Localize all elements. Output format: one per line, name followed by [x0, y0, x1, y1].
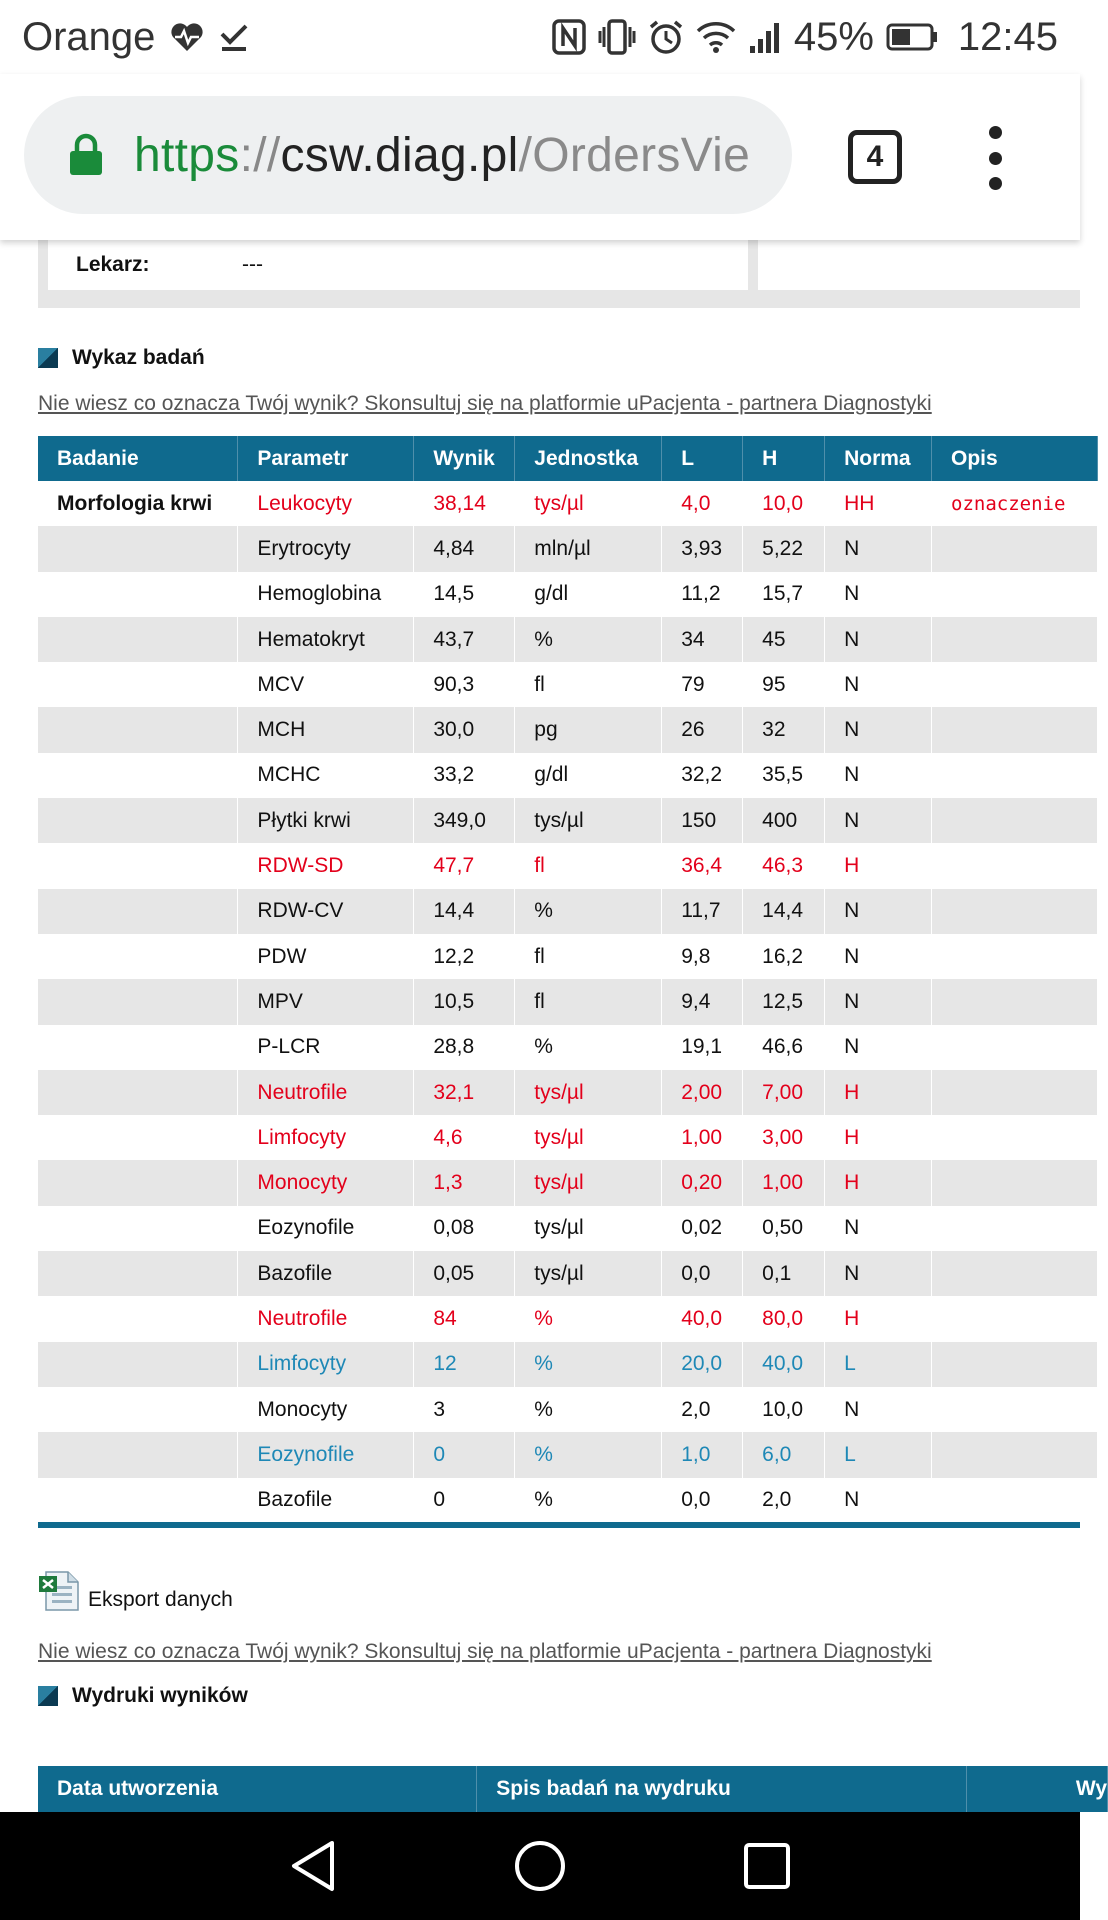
unit-cell: tys/µl	[515, 798, 662, 843]
norm-cell: N	[825, 1025, 932, 1070]
overflow-menu-icon[interactable]	[980, 126, 1010, 190]
status-bar	[0, 0, 1080, 74]
description-cell	[932, 843, 1098, 888]
unit-cell: tys/µl	[515, 481, 662, 526]
norm-cell: H	[825, 843, 932, 888]
result-row	[38, 889, 1098, 934]
result-row	[38, 753, 1098, 798]
parameter-cell: Monocyty	[238, 1160, 414, 1205]
result-cell: 1,3	[414, 1160, 515, 1205]
result-cell: 0	[414, 1478, 515, 1523]
result-row	[38, 707, 1098, 752]
low-limit-cell: 11,7	[662, 889, 743, 934]
high-limit-cell: 5,22	[743, 526, 825, 571]
description-cell	[932, 572, 1098, 617]
result-row	[38, 1251, 1098, 1296]
parameter-cell: P-LCR	[238, 1025, 414, 1070]
description-cell	[932, 934, 1098, 979]
norm-cell: N	[825, 662, 932, 707]
address-bar[interactable]	[24, 96, 792, 214]
unit-cell: %	[515, 1296, 662, 1341]
tab-switcher-button[interactable]: 4	[848, 130, 902, 184]
norm-cell: N	[825, 1387, 932, 1432]
parameter-cell: Hematokryt	[238, 617, 414, 662]
high-limit-cell: 0,50	[743, 1206, 825, 1251]
result-row	[38, 798, 1098, 843]
unit-cell: fl	[515, 979, 662, 1024]
description-cell	[932, 662, 1098, 707]
result-cell: 47,7	[414, 843, 515, 888]
high-limit-cell: 1,00	[743, 1160, 825, 1205]
lock-icon	[68, 133, 104, 177]
col-header-truncated: Wy	[967, 1766, 1108, 1812]
low-limit-cell: 0,0	[662, 1478, 743, 1523]
test-cell	[38, 662, 238, 707]
unit-cell: g/dl	[515, 753, 662, 798]
nfc-icon	[552, 19, 586, 55]
url-scheme: https	[134, 128, 240, 182]
high-limit-cell: 2,0	[743, 1478, 825, 1523]
wifi-icon	[696, 20, 736, 54]
norm-cell: H	[825, 1296, 932, 1341]
unit-cell: %	[515, 1025, 662, 1070]
test-cell	[38, 1296, 238, 1341]
parameter-cell: MCH	[238, 707, 414, 752]
result-cell: 3	[414, 1387, 515, 1432]
unit-cell: %	[515, 1478, 662, 1523]
alarm-icon	[648, 19, 684, 55]
norm-cell: L	[825, 1342, 932, 1387]
parameter-cell: Bazofile	[238, 1478, 414, 1523]
result-cell: 349,0	[414, 798, 515, 843]
battery-percent: 45%	[793, 14, 874, 59]
parameter-cell: MCV	[238, 662, 414, 707]
recents-icon[interactable]	[727, 1826, 807, 1906]
parameter-cell: Bazofile	[238, 1251, 414, 1296]
results-section-title	[38, 346, 205, 370]
result-row	[38, 662, 1098, 707]
norm-cell: N	[825, 934, 932, 979]
url-host: csw.diag.pl	[280, 128, 519, 182]
low-limit-cell: 0,0	[662, 1251, 743, 1296]
unit-cell: fl	[515, 843, 662, 888]
results-title-text: Wykaz badań	[72, 346, 205, 369]
result-row	[38, 979, 1098, 1024]
norm-cell: N	[825, 707, 932, 752]
description-cell	[932, 1432, 1098, 1477]
results-table	[38, 436, 1098, 1523]
parameter-cell: RDW-CV	[238, 889, 414, 934]
section-square-icon	[38, 348, 58, 368]
doctor-label: Lekarz:	[76, 253, 150, 276]
unit-cell: %	[515, 1432, 662, 1477]
result-row	[38, 1342, 1098, 1387]
unit-cell: %	[515, 617, 662, 662]
low-limit-cell: 9,8	[662, 934, 743, 979]
result-row	[38, 1206, 1098, 1251]
consult-link-bottom[interactable]: Nie wiesz co oznacza Twój wynik? Skonsultuj się na platformie uPacjenta - partnera Diagnostyki	[38, 1640, 932, 1663]
description-cell	[932, 753, 1098, 798]
order-info-panel	[38, 240, 1080, 308]
test-cell	[38, 1478, 238, 1523]
doctor-info	[48, 240, 748, 290]
result-cell: 0	[414, 1432, 515, 1477]
norm-cell: N	[825, 979, 932, 1024]
description-cell	[932, 617, 1098, 662]
test-cell	[38, 1070, 238, 1115]
result-row	[38, 1296, 1098, 1341]
prints-title-text: Wydruki wyników	[72, 1684, 248, 1707]
result-cell: 12,2	[414, 934, 515, 979]
low-limit-cell: 0,20	[662, 1160, 743, 1205]
description-cell	[932, 1387, 1098, 1432]
home-icon[interactable]	[500, 1826, 580, 1906]
result-cell: 90,3	[414, 662, 515, 707]
result-row	[38, 1432, 1098, 1477]
high-limit-cell: 40,0	[743, 1342, 825, 1387]
test-cell	[38, 934, 238, 979]
high-limit-cell: 3,00	[743, 1115, 825, 1160]
parameter-cell: Hemoglobina	[238, 572, 414, 617]
low-limit-cell: 4,0	[662, 481, 743, 526]
unit-cell: tys/µl	[515, 1115, 662, 1160]
low-limit-cell: 1,00	[662, 1115, 743, 1160]
col-header-high: H	[743, 436, 825, 481]
norm-cell: H	[825, 1070, 932, 1115]
result-cell: 33,2	[414, 753, 515, 798]
consult-link-top[interactable]: Nie wiesz co oznacza Twój wynik? Skonsultuj się na platformie uPacjenta - partnera Diagnostyki	[38, 392, 932, 415]
result-row	[38, 617, 1098, 662]
info-box-secondary	[758, 240, 1088, 290]
prints-table	[38, 1766, 1108, 1812]
high-limit-cell: 15,7	[743, 572, 825, 617]
description-cell	[932, 1342, 1098, 1387]
norm-cell: N	[825, 617, 932, 662]
test-cell	[38, 1387, 238, 1432]
test-cell	[38, 798, 238, 843]
browser-toolbar	[0, 74, 1080, 240]
description-cell	[932, 979, 1098, 1024]
low-limit-cell: 19,1	[662, 1025, 743, 1070]
result-cell: 32,1	[414, 1070, 515, 1115]
carrier-name: Orange	[22, 14, 156, 59]
parameter-cell: Neutrofile	[238, 1296, 414, 1341]
result-row	[38, 934, 1098, 979]
high-limit-cell: 14,4	[743, 889, 825, 934]
prints-section-title	[38, 1684, 248, 1708]
high-limit-cell: 16,2	[743, 934, 825, 979]
high-limit-cell: 32	[743, 707, 825, 752]
section-square-icon	[38, 1686, 58, 1706]
low-limit-cell: 11,2	[662, 572, 743, 617]
low-limit-cell: 3,93	[662, 526, 743, 571]
url-path: /OrdersVie	[518, 128, 751, 182]
result-row	[38, 526, 1098, 571]
result-row	[38, 1478, 1098, 1523]
result-row	[38, 481, 1098, 526]
result-row	[38, 1115, 1098, 1160]
low-limit-cell: 26	[662, 707, 743, 752]
description-cell	[932, 1115, 1098, 1160]
test-cell	[38, 843, 238, 888]
col-header-parameter: Parametr	[238, 436, 414, 481]
unit-cell: %	[515, 889, 662, 934]
unit-cell: %	[515, 1342, 662, 1387]
unit-cell: fl	[515, 662, 662, 707]
norm-cell: H	[825, 1115, 932, 1160]
high-limit-cell: 10,0	[743, 481, 825, 526]
low-limit-cell: 2,00	[662, 1070, 743, 1115]
test-cell	[38, 753, 238, 798]
result-cell: 84	[414, 1296, 515, 1341]
prints-header-row	[38, 1766, 1108, 1812]
norm-cell: L	[825, 1432, 932, 1477]
parameter-cell: Limfocyty	[238, 1115, 414, 1160]
parameter-cell: Eozynofile	[238, 1432, 414, 1477]
result-row	[38, 1070, 1098, 1115]
unit-cell: mln/µl	[515, 526, 662, 571]
page-content	[0, 240, 1107, 1812]
high-limit-cell: 95	[743, 662, 825, 707]
result-cell: 43,7	[414, 617, 515, 662]
norm-cell: HH	[825, 481, 932, 526]
low-limit-cell: 0,02	[662, 1206, 743, 1251]
norm-cell: N	[825, 753, 932, 798]
norm-cell: N	[825, 526, 932, 571]
norm-cell: N	[825, 1251, 932, 1296]
low-limit-cell: 36,4	[662, 843, 743, 888]
low-limit-cell: 150	[662, 798, 743, 843]
result-cell: 28,8	[414, 1025, 515, 1070]
unit-cell: pg	[515, 707, 662, 752]
parameter-cell: Erytrocyty	[238, 526, 414, 571]
high-limit-cell: 46,6	[743, 1025, 825, 1070]
unit-cell: fl	[515, 934, 662, 979]
parameter-cell: MCHC	[238, 753, 414, 798]
high-limit-cell: 80,0	[743, 1296, 825, 1341]
low-limit-cell: 79	[662, 662, 743, 707]
col-header-unit: Jednostka	[515, 436, 662, 481]
test-cell	[38, 1342, 238, 1387]
col-header-description: Opis	[932, 436, 1098, 481]
test-cell	[38, 979, 238, 1024]
result-cell: 10,5	[414, 979, 515, 1024]
description-cell	[932, 798, 1098, 843]
description-cell	[932, 1478, 1098, 1523]
norm-cell: N	[825, 572, 932, 617]
low-limit-cell: 34	[662, 617, 743, 662]
signal-icon	[748, 20, 782, 54]
check-icon	[219, 22, 249, 52]
high-limit-cell: 45	[743, 617, 825, 662]
result-row	[38, 1387, 1098, 1432]
description-cell	[932, 1206, 1098, 1251]
description-cell	[932, 707, 1098, 752]
col-header-result: Wynik	[414, 436, 515, 481]
test-cell	[38, 572, 238, 617]
result-row	[38, 1025, 1098, 1070]
description-cell	[932, 1296, 1098, 1341]
norm-cell: H	[825, 1160, 932, 1205]
low-limit-cell: 20,0	[662, 1342, 743, 1387]
test-cell	[38, 1025, 238, 1070]
parameter-cell: Monocyty	[238, 1387, 414, 1432]
high-limit-cell: 400	[743, 798, 825, 843]
description-cell	[932, 1160, 1098, 1205]
high-limit-cell: 46,3	[743, 843, 825, 888]
result-cell: 14,5	[414, 572, 515, 617]
result-cell: 4,6	[414, 1115, 515, 1160]
high-limit-cell: 6,0	[743, 1432, 825, 1477]
result-cell: 4,84	[414, 526, 515, 571]
parameter-cell: Eozynofile	[238, 1206, 414, 1251]
result-cell: 38,14	[414, 481, 515, 526]
unit-cell: tys/µl	[515, 1160, 662, 1205]
test-cell	[38, 526, 238, 571]
unit-cell: g/dl	[515, 572, 662, 617]
norm-cell: N	[825, 1206, 932, 1251]
norm-cell: N	[825, 889, 932, 934]
parameter-cell: PDW	[238, 934, 414, 979]
test-cell: Morfologia krwi	[38, 481, 238, 526]
result-cell: 12	[414, 1342, 515, 1387]
low-limit-cell: 40,0	[662, 1296, 743, 1341]
description-cell	[932, 1251, 1098, 1296]
battery-icon	[886, 23, 938, 51]
result-row	[38, 1160, 1098, 1205]
norm-cell: N	[825, 798, 932, 843]
unit-cell: tys/µl	[515, 1070, 662, 1115]
low-limit-cell: 2,0	[662, 1387, 743, 1432]
doctor-value: ---	[242, 253, 263, 276]
test-cell	[38, 1206, 238, 1251]
col-header-tests-list: Spis badań na wydruku	[477, 1766, 967, 1812]
test-cell	[38, 889, 238, 934]
col-header-test: Badanie	[38, 436, 238, 481]
export-label: Eksport danych	[88, 1588, 233, 1611]
description-cell: oznaczenie	[932, 481, 1098, 526]
result-row	[38, 572, 1098, 617]
low-limit-cell: 9,4	[662, 979, 743, 1024]
excel-file-icon	[38, 1570, 80, 1612]
vibrate-icon	[598, 19, 636, 55]
back-icon[interactable]	[273, 1826, 353, 1906]
high-limit-cell: 0,1	[743, 1251, 825, 1296]
high-limit-cell: 12,5	[743, 979, 825, 1024]
low-limit-cell: 1,0	[662, 1432, 743, 1477]
description-cell	[932, 1025, 1098, 1070]
col-header-low: L	[662, 436, 743, 481]
test-cell	[38, 1115, 238, 1160]
parameter-cell: MPV	[238, 979, 414, 1024]
test-cell	[38, 707, 238, 752]
high-limit-cell: 10,0	[743, 1387, 825, 1432]
parameter-cell: RDW-SD	[238, 843, 414, 888]
parameter-cell: Płytki krwi	[238, 798, 414, 843]
col-header-created-date: Data utworzenia	[38, 1766, 477, 1812]
unit-cell: tys/µl	[515, 1251, 662, 1296]
parameter-cell: Leukocyty	[238, 481, 414, 526]
low-limit-cell: 32,2	[662, 753, 743, 798]
export-data-link[interactable]	[38, 1570, 233, 1612]
url-text[interactable]	[134, 128, 750, 183]
high-limit-cell: 7,00	[743, 1070, 825, 1115]
test-cell	[38, 1160, 238, 1205]
clock: 12:45	[957, 14, 1058, 59]
url-separator: ://	[239, 128, 281, 182]
parameter-cell: Limfocyty	[238, 1342, 414, 1387]
heart-pulse-icon	[169, 21, 205, 53]
unit-cell: tys/µl	[515, 1206, 662, 1251]
test-cell	[38, 1251, 238, 1296]
norm-cell: N	[825, 1478, 932, 1523]
col-header-norm: Norma	[825, 436, 932, 481]
description-cell	[932, 1070, 1098, 1115]
result-cell: 30,0	[414, 707, 515, 752]
unit-cell: %	[515, 1387, 662, 1432]
description-cell	[932, 526, 1098, 571]
results-header-row	[38, 436, 1098, 481]
table-bottom-border	[38, 1522, 1080, 1528]
result-cell: 0,08	[414, 1206, 515, 1251]
result-cell: 0,05	[414, 1251, 515, 1296]
result-row	[38, 843, 1098, 888]
parameter-cell: Neutrofile	[238, 1070, 414, 1115]
test-cell	[38, 617, 238, 662]
high-limit-cell: 35,5	[743, 753, 825, 798]
result-cell: 14,4	[414, 889, 515, 934]
test-cell	[38, 1432, 238, 1477]
system-nav-bar	[0, 1812, 1080, 1920]
description-cell	[932, 889, 1098, 934]
